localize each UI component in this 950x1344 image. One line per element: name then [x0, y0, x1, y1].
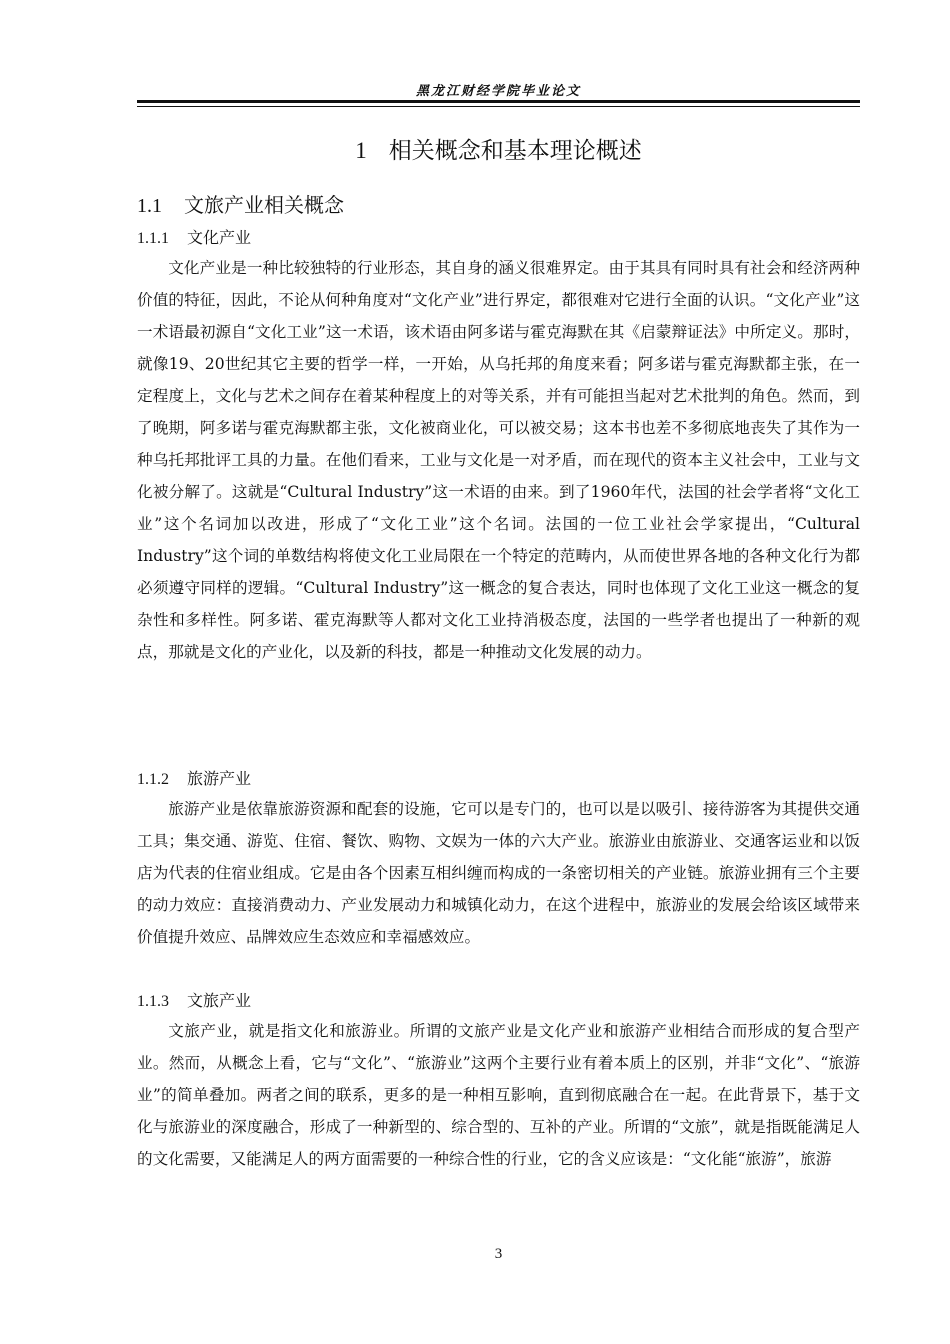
subsection-heading-1-1-2	[137, 766, 251, 789]
paragraph-cultural-industry: 文化产业是一种比较独特的行业形态，其自身的涵义很难界定。由于其具有同时具有社会和经济两种价值的特征，因此，不论从何种角度对“文化产业”进行界定，都很难对它进行全面的认识。“文化产业”这一术语最初源自“文化工业”这一术语，该术语由阿多诺与霍克海默在其《启蒙辩证法》中所定义。那时，就像19、20世纪其它主要的哲学一样，一开始，从乌托邦的角度来看；阿多诺与霍克海默都主张，在一定程度上，文化与艺术之间存在着某种程度上的对等关系，并有可能担当起对艺术批判的角色。然而，到了晚期，阿多诺与霍克海默都主张，文化被商业化，可以被交易；这本书也差不多彻底地丧失了其作为一种乌托邦批评工具的力量。在他们看来，工业与文化是一对矛盾，而在现代的资本主义社会中，工业与文化被分解了。这就是“Cultural Industry”这一术语的由来。到了1960年代，法国的社会学者将“文化工业”这个名词加以改进，形成了“文化工业”这个名词。法国的一位工业社会学家提出，“Cultural Industry”这个词的单数结构将使文化工业局限在一个特定的范畴内，从而使世界各地的各种文化行为都必须遵守同样的逻辑。“Cultural Industry”这一概念的复合表达，同时也体现了文化工业这一概念的复杂性和多样性。阿多诺、霍克海默等人都对文化工业持消极态度，法国的一些学者也提出了一种新的观点，那就是文化的产业化，以及新的科技，都是一种推动文化发展的动力。	[137, 259, 860, 661]
paragraph-cultural-tourism-industry: 文旅产业，就是指文化和旅游业。所谓的文旅产业是文化产业和旅游产业相结合而形成的复合型产业。然而，从概念上看，它与“文化”、“旅游业”这两个主要行业有着本质上的区别，并非“文化”、“旅游业”的简单叠加。两者之间的联系，更多的是一种相互影响，直到彻底融合在一起。在此背景下，基于文化与旅游业的深度融合，形成了一种新型的、综合型的、互补的产业。所谓的“文旅”，就是指既能满足人的文化需要，又能满足人的两方面需要的一种综合性的行业，它的含义应该是：“文化能“旅游”，旅游	[137, 1022, 860, 1168]
chapter-title	[137, 132, 860, 165]
chapter-title-text: 相关概念和基本理论概述	[388, 138, 642, 164]
section-title: 文旅产业相关概念	[184, 193, 344, 217]
chapter-number: 1	[355, 138, 367, 163]
subsection-heading-1-1-1	[137, 225, 251, 248]
subsection-title: 文化产业	[187, 228, 252, 247]
header-rule-thick	[137, 100, 860, 103]
page-number: 3	[494, 1246, 503, 1262]
header-rule-thin	[137, 106, 860, 107]
subsection-title: 文旅产业	[187, 991, 252, 1010]
paragraph-tourism-industry: 旅游产业是依靠旅游资源和配套的设施，它可以是专门的，也可以是以吸引、接待游客为其提供交通工具；集交通、游览、住宿、餐饮、购物、文娱为一体的六大产业。旅游业由旅游业、交通客运业和以饭店为代表的住宿业组成。它是由各个因素互相纠缠而构成的一条密切相关的产业链。旅游业拥有三个主要的动力效应：直接消费动力、产业发展动力和城镇化动力，在这个进程中，旅游业的发展会给该区域带来价值提升效应、品牌效应生态效应和幸福感效应。	[137, 800, 860, 946]
subsection-title: 旅游产业	[187, 769, 252, 788]
subsection-heading-1-1-3	[137, 988, 251, 1011]
section-number: 1.1	[137, 195, 162, 217]
section-heading	[137, 189, 344, 218]
subsection-number: 1.1.1	[137, 230, 169, 247]
subsection-number: 1.1.2	[137, 771, 169, 788]
subsection-number: 1.1.3	[137, 993, 169, 1010]
running-header: 黑龙江财经学院毕业论文	[415, 84, 581, 99]
